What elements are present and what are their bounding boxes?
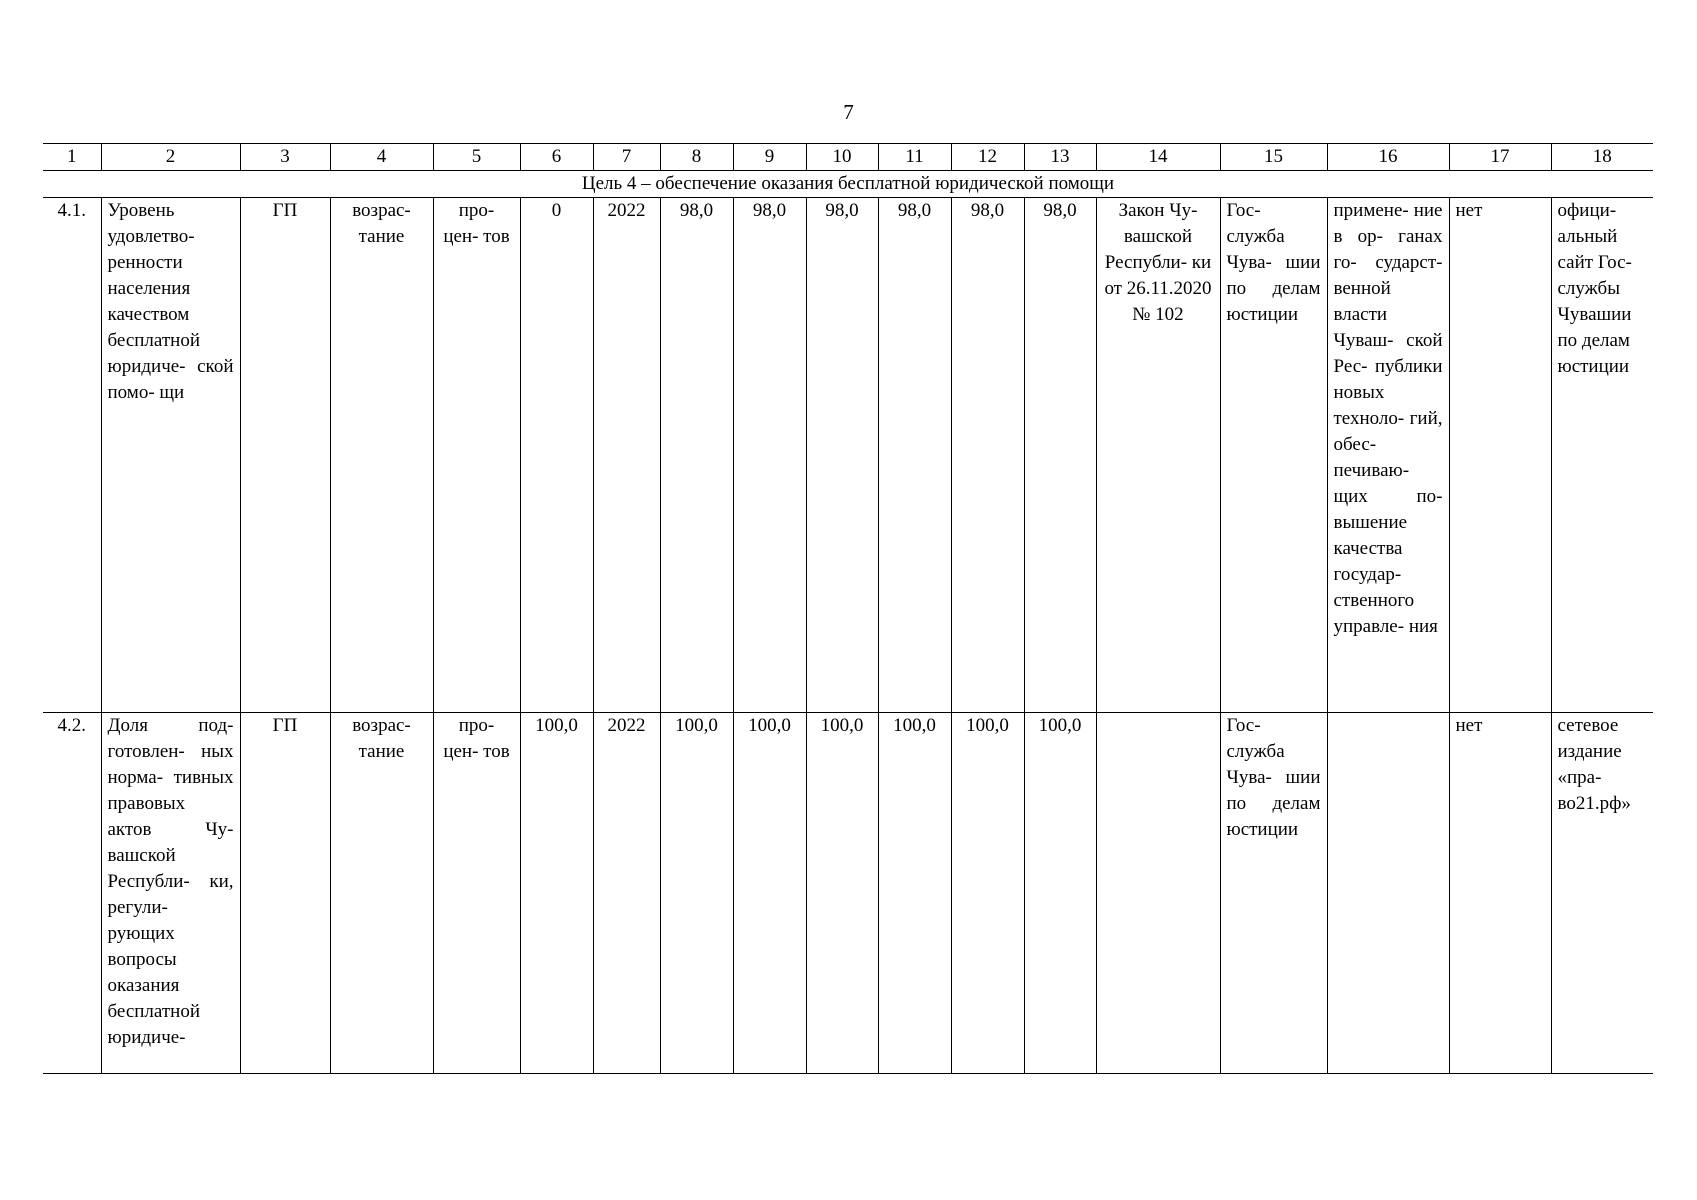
information-source: офици- альный сайт Гос- службы Чувашии по делам юстиции (1551, 198, 1653, 713)
information-source: сетевое издание «пра- во21.рф» (1551, 713, 1653, 1074)
table-row (43, 198, 1653, 713)
column-number: 18 (1551, 144, 1653, 171)
value-col-9: 100,0 (733, 713, 806, 1074)
indicator-trend: возрас- тание (330, 198, 433, 713)
indicator-number: 4.1. (43, 198, 101, 713)
base-year: 2022 (593, 713, 660, 1074)
column-number: 7 (593, 144, 660, 171)
column-number-row (43, 144, 1653, 171)
value-col-10: 98,0 (806, 198, 878, 713)
value-col-8: 98,0 (660, 198, 733, 713)
column-number: 3 (240, 144, 330, 171)
column-number: 5 (433, 144, 520, 171)
indicator-unit: про- цен- тов (433, 198, 520, 713)
indicators-table (43, 143, 1653, 1074)
base-value: 0 (520, 198, 593, 713)
column-number: 1 (43, 144, 101, 171)
column-number: 4 (330, 144, 433, 171)
value-col-9: 98,0 (733, 198, 806, 713)
column-number: 17 (1449, 144, 1551, 171)
column-number: 16 (1327, 144, 1449, 171)
column-number: 15 (1220, 144, 1327, 171)
value-col-8: 100,0 (660, 713, 733, 1074)
national-goal-link (1327, 713, 1449, 1074)
indicator-unit: про- цен- тов (433, 713, 520, 1074)
indicator-name: Уровень удовлетво- ренности населения качеством бесплатной юридиче- ской помо- щи (101, 198, 240, 713)
column-number: 10 (806, 144, 878, 171)
value-col-12: 98,0 (951, 198, 1024, 713)
indicator-type: ГП (240, 198, 330, 713)
national-goal-link: примене- ние в ор- ганах го- сударст- венной власти Чуваш- ской Рес- публики новых техноло- гий, обес- печиваю- щих по- вышение качества государ- ственного управле- ния (1327, 198, 1449, 713)
page-number: 7 (843, 100, 854, 124)
column-number: 14 (1096, 144, 1220, 171)
column-number: 12 (951, 144, 1024, 171)
responsible-body: Гос- служба Чува- шии по делам юстиции (1220, 713, 1327, 1074)
column-number: 6 (520, 144, 593, 171)
table-row (43, 713, 1653, 1074)
value-col-12: 100,0 (951, 713, 1024, 1074)
value-col-10: 100,0 (806, 713, 878, 1074)
base-value: 100,0 (520, 713, 593, 1074)
column-number: 13 (1024, 144, 1096, 171)
flag-value: нет (1449, 713, 1551, 1074)
goal-row (43, 171, 1653, 198)
column-number: 9 (733, 144, 806, 171)
value-col-11: 98,0 (878, 198, 951, 713)
base-year: 2022 (593, 198, 660, 713)
value-col-13: 98,0 (1024, 198, 1096, 713)
column-number: 2 (101, 144, 240, 171)
indicator-name: Доля под- готовлен- ных норма- тивных правовых актов Чу- вашской Республи- ки, регули- рующих вопросы оказания бесплатной юридиче- (101, 713, 240, 1074)
value-col-11: 100,0 (878, 713, 951, 1074)
legal-basis (1096, 713, 1220, 1074)
indicator-trend: возрас- тание (330, 713, 433, 1074)
goal-title: Цель 4 – обеспечение оказания бесплатной юридической помощи (43, 171, 1653, 198)
flag-value: нет (1449, 198, 1551, 713)
indicator-type: ГП (240, 713, 330, 1074)
legal-basis: Закон Чу- вашской Республи- ки от 26.11.2020 № 102 (1096, 198, 1220, 713)
value-col-13: 100,0 (1024, 713, 1096, 1074)
indicator-number: 4.2. (43, 713, 101, 1074)
column-number: 8 (660, 144, 733, 171)
responsible-body: Гос- служба Чува- шии по делам юстиции (1220, 198, 1327, 713)
column-number: 11 (878, 144, 951, 171)
